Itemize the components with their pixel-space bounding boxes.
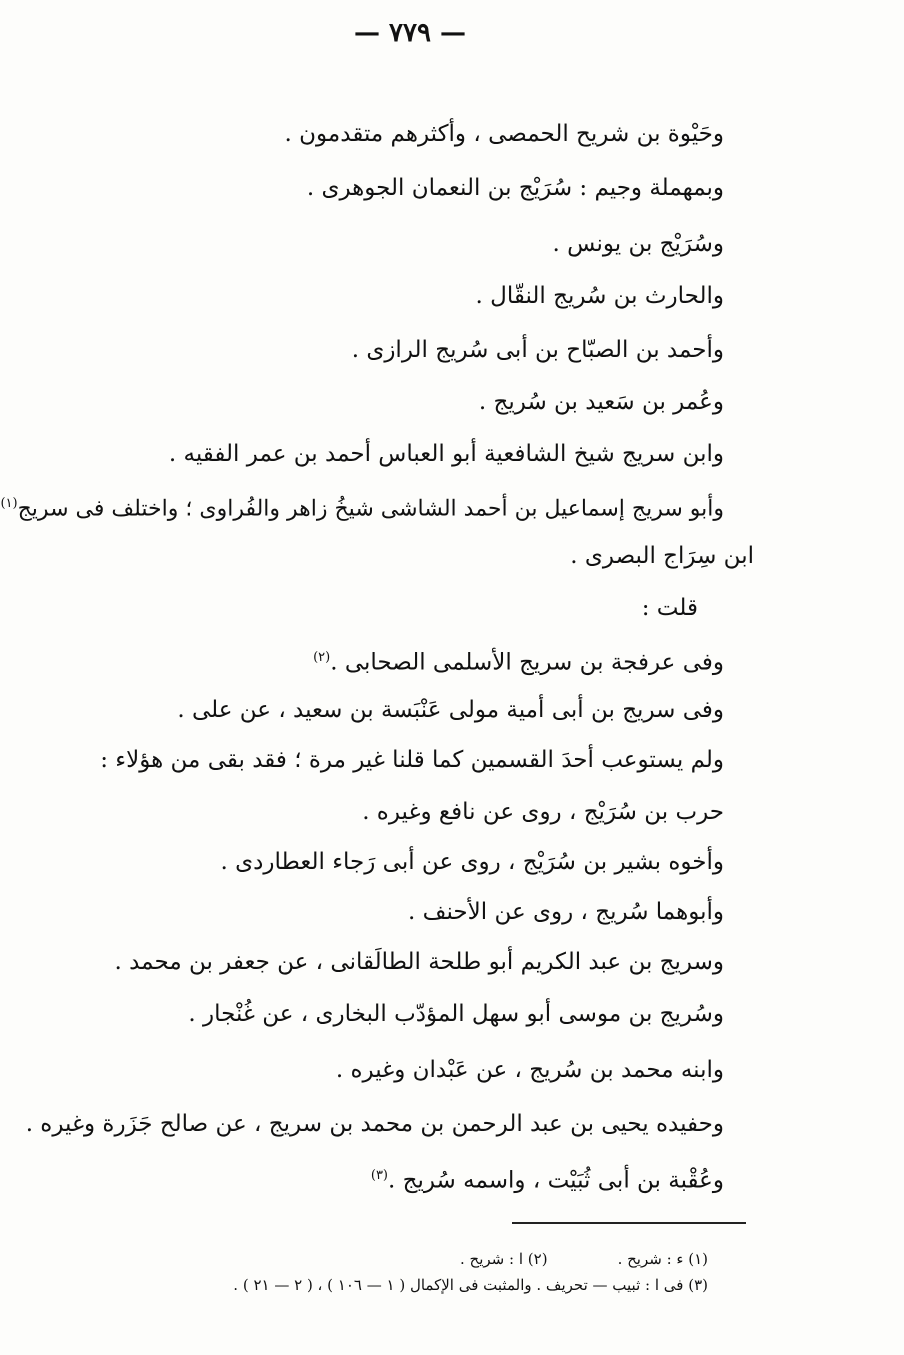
body-line-text: قلت :: [641, 595, 698, 621]
body-line-text: والحارث بن سُريج النقّال .: [475, 283, 724, 309]
body-line-6: [479, 386, 724, 420]
body-line-9: [570, 540, 754, 574]
body-line-12: [177, 694, 724, 728]
body-line-text: وأخوه بشير بن سُرَيْج ، روى عن أبى رَجاء العطاردى .: [220, 849, 724, 875]
body-line-text: وسريج بن عبد الكريم أبو طلحة الطالَقانى ، عن جعفر بن محمد .: [114, 949, 724, 975]
body-line-text: وعُمر بن سَعيد بن سُريج .: [478, 389, 724, 415]
body-line-text: وفى عرفجة بن سريج الأسلمى الصحابى .: [330, 649, 724, 676]
footnote-divider: [512, 1222, 746, 1224]
body-line-text: وبمهملة وجيم : سُرَيْج بن النعمان الجوهرى .: [306, 175, 724, 201]
body-line-text: وحفيده يحيى بن عبد الرحمن بن محمد بن سريج ، عن صالح جَزَرة وغيره .: [25, 1111, 724, 1137]
body-line-18: [188, 998, 724, 1032]
body-line-text: ابن سِرَاج البصرى .: [570, 543, 754, 569]
body-line-8: [0, 488, 724, 522]
body-line-14: [362, 796, 724, 830]
footnote-marker-2: (٢): [313, 650, 331, 665]
footnote-marker-1: (١): [0, 496, 18, 511]
body-line-text: ولم يستوعب أحدَ القسمين كما قلنا غير مرة ؛ فقد بقى من هؤلاء :: [100, 747, 724, 773]
body-line-20: [26, 1108, 724, 1142]
body-line-19: [336, 1054, 724, 1088]
body-line-2: [307, 172, 724, 206]
body-line-4: [476, 280, 725, 314]
body-line-10: [642, 592, 698, 626]
body-line-text: وفى سريج بن أبى أمية مولى عَنْبَسة بن سعيد ، عن على .: [177, 697, 724, 723]
body-line-16: [408, 896, 724, 930]
body-line-21: [371, 1160, 724, 1194]
body-line-5: [352, 334, 724, 368]
body-line-3: [553, 228, 724, 262]
page-number: — ٧٧٩ —: [353, 18, 467, 48]
body-line-text: وأحمد بن الصبّاح بن أبى سُريج الرازى .: [351, 337, 724, 363]
footnote-2: (٢) ا : شريح .: [460, 1250, 548, 1268]
footnote-marker-3: (٣): [370, 1168, 388, 1183]
body-line-13: [100, 744, 724, 778]
body-line-7: [169, 438, 724, 472]
body-line-17: [114, 946, 724, 980]
body-line-text: وأبو سريج إسماعيل بن أحمد الشاشى شيخُ زاهر والفُراوى ؛ واختلف فى سريج: [17, 496, 724, 522]
body-line-15: [221, 846, 724, 880]
footnote-3: (٣) فى ا : ثبيب — تحريف . والمثبت فى الإكمال ( ١ — ١٠٦ ) ، ( ٢ — ٢١ ) .: [233, 1276, 708, 1294]
footnote-row-1: [148, 1248, 708, 1270]
body-line-text: وسُرَيْج بن يونس .: [552, 231, 724, 257]
body-line-11: [313, 642, 724, 676]
body-line-text: وحَيْوة بن شريح الحمصى ، وأكثرهم متقدمون .: [284, 121, 724, 147]
footnote-1: (١) ء : شريح .: [617, 1250, 708, 1268]
body-line-text: حرب بن سُرَيْج ، روى عن نافع وغيره .: [362, 799, 724, 825]
body-line-text: وأبوهما سُريج ، روى عن الأحنف .: [408, 899, 724, 925]
body-line-text: وعُقْبة بن أبى ثُبَيْت ، واسمه سُريج .: [388, 1167, 724, 1194]
body-line-text: وابنه محمد بن سُريج ، عن عَبْدان وغيره .: [335, 1057, 724, 1083]
body-line-text: وسُريج بن موسى أبو سهل المؤدّب البخارى ، عن غُنْجار .: [188, 1001, 724, 1027]
body-line-text: وابن سريج شيخ الشافعية أبو العباس أحمد بن عمر الفقيه .: [168, 441, 724, 467]
body-line-1: [285, 118, 724, 152]
